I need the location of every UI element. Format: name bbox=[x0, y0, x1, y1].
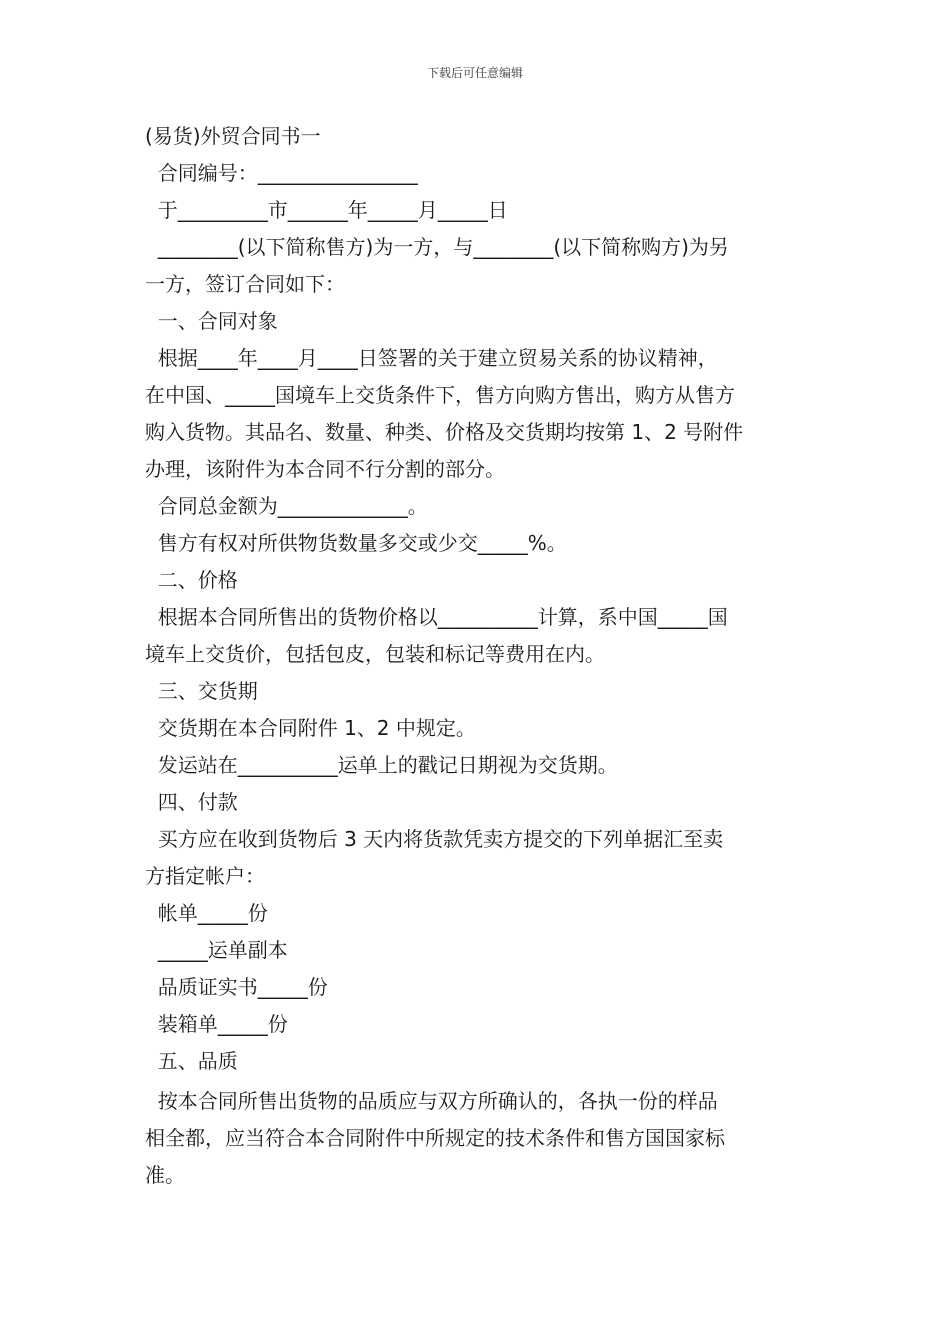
paragraph-line: 根据____年____月____日签署的关于建立贸易关系的协议精神， bbox=[145, 346, 718, 370]
section-heading-4: 四、付款 bbox=[145, 790, 238, 814]
section-heading-5: 五、品质 bbox=[145, 1049, 238, 1073]
paragraph-line: 根据本合同所售出的货物价格以__________计算，系中国_____国 bbox=[145, 605, 728, 629]
section-heading-1: 一、合同对象 bbox=[145, 309, 278, 333]
section-heading-2: 二、价格 bbox=[145, 568, 238, 592]
paragraph-line: 交货期在本合同附件 1、2 中规定。 bbox=[145, 716, 476, 740]
parties-line-1: ________(以下简称售方)为一方，与________(以下简称购方)为另 bbox=[145, 235, 729, 259]
paragraph-line: 买方应在收到货物后 3 天内将货款凭卖方提交的下列单据汇至卖 bbox=[145, 827, 724, 851]
contract-title: (易货)外贸合同书一 bbox=[145, 124, 321, 148]
place-date-line: 于_________市______年_____月_____日 bbox=[145, 198, 508, 222]
parties-line-2: 一方，签订合同如下： bbox=[145, 272, 345, 296]
paragraph-line: 方指定帐户： bbox=[145, 864, 265, 888]
paragraph-line: 发运站在__________运单上的戳记日期视为交货期。 bbox=[145, 753, 618, 777]
section-heading-3: 三、交货期 bbox=[145, 679, 258, 703]
paragraph-line: 办理，该附件为本合同不行分割的部分。 bbox=[145, 457, 505, 481]
paragraph-line: 在中国、_____国境车上交货条件下，售方向购方售出，购方从售方 bbox=[145, 383, 735, 407]
paragraph-line: 相全都，应当符合本合同附件中所规定的技术条件和售方国国家标 bbox=[145, 1126, 725, 1150]
header-note: 下载后可任意编辑 bbox=[426, 66, 523, 80]
document-list-item: 装箱单_____份 bbox=[145, 1012, 288, 1036]
total-amount-line: 合同总金额为_____________。 bbox=[145, 494, 428, 518]
document-list-item: 品质证实书_____份 bbox=[145, 975, 328, 999]
contract-number-line: 合同编号：________________ bbox=[145, 161, 418, 185]
document-list-item: _____运单副本 bbox=[145, 938, 288, 962]
document-list-item: 帐单_____份 bbox=[145, 901, 268, 925]
paragraph-line: 境车上交货价，包括包皮，包装和标记等费用在内。 bbox=[145, 642, 605, 666]
paragraph-line: 准。 bbox=[145, 1163, 185, 1187]
paragraph-line: 购入货物。其品名、数量、种类、价格及交货期均按第 1、2 号附件 bbox=[145, 420, 744, 444]
paragraph-line: 按本合同所售出货物的品质应与双方所确认的，各执一份的样品 bbox=[145, 1089, 718, 1113]
quantity-tolerance-line: 售方有权对所供物货数量多交或少交_____%。 bbox=[145, 531, 567, 555]
